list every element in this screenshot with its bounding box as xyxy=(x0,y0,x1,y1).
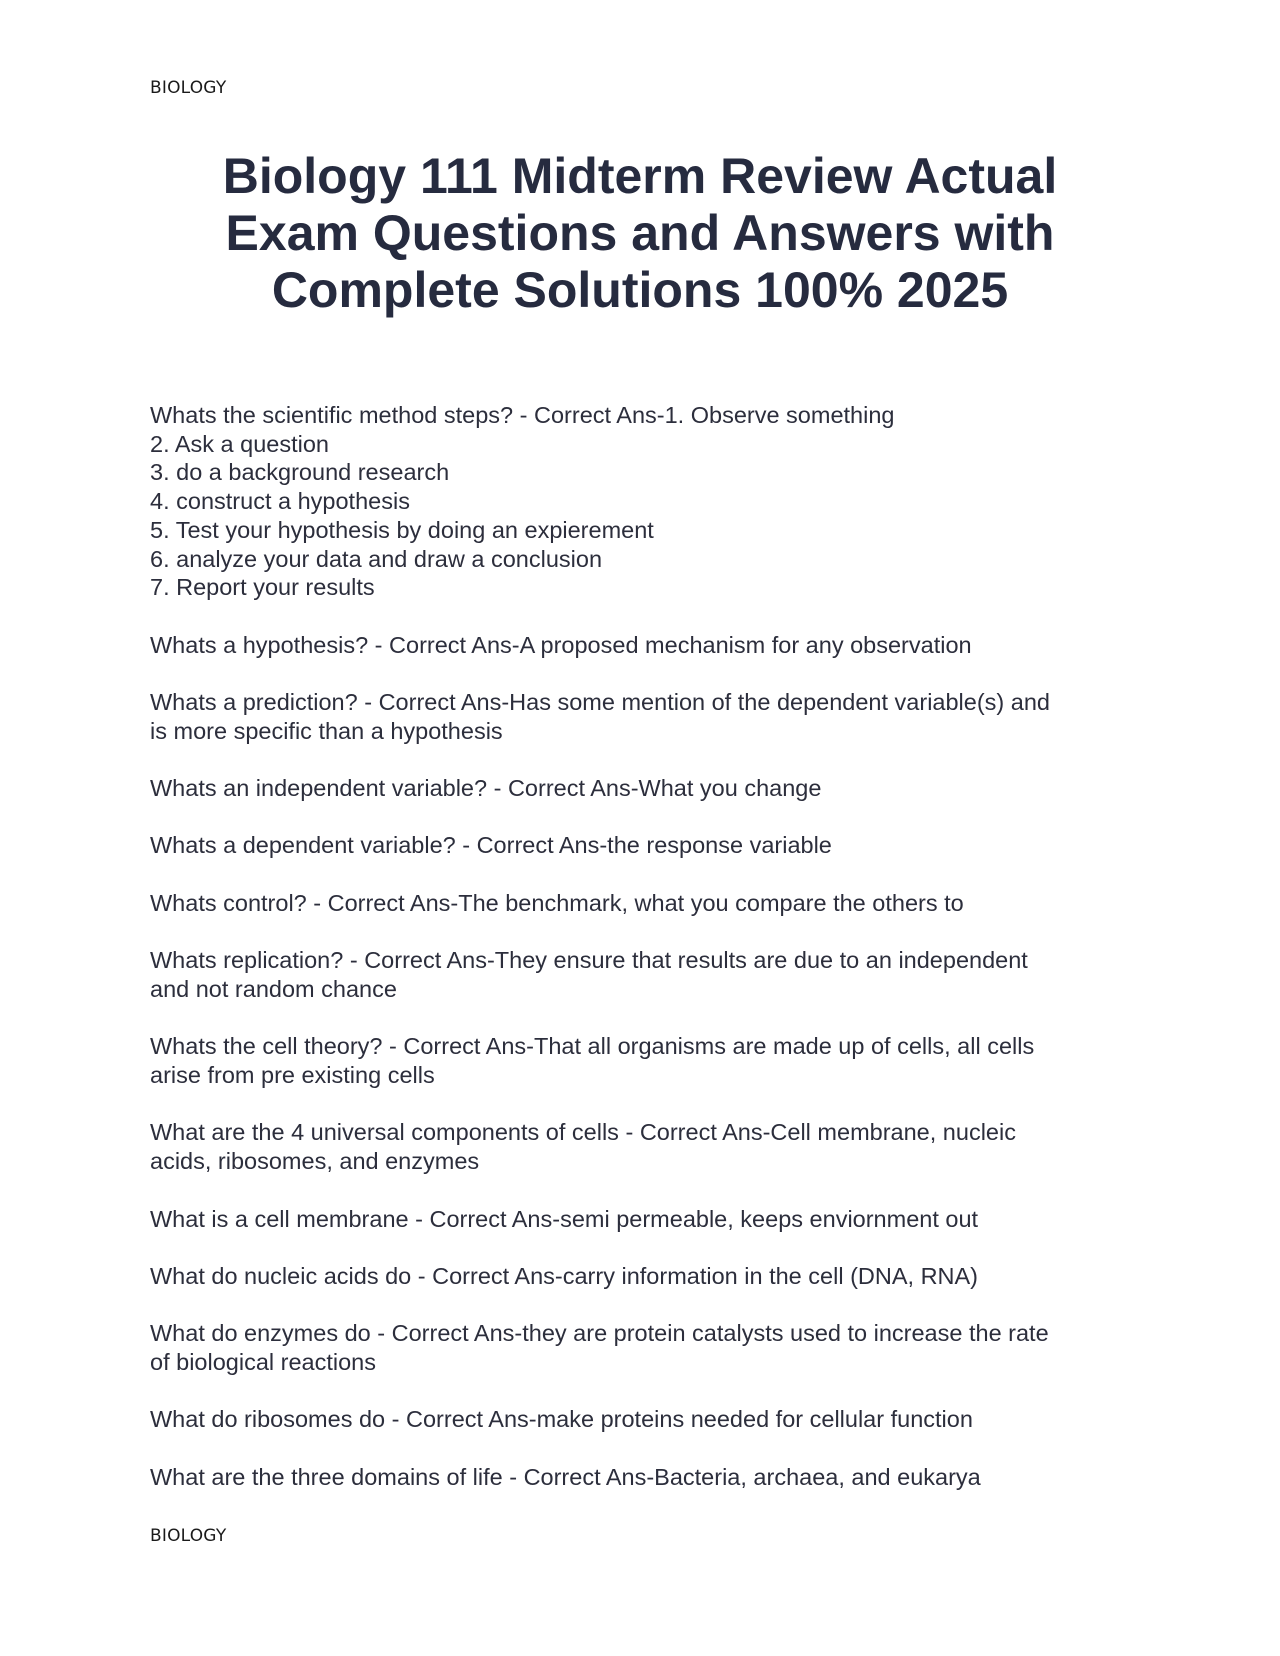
qa-line: What is a cell membrane - Correct Ans-semi permeable, keeps enviornment out xyxy=(150,1205,979,1232)
qa-item xyxy=(150,1319,1130,1376)
qa-item xyxy=(150,1405,1130,1434)
qa-line: Whats replication? - Correct Ans-They ensure that results are due to an independent xyxy=(150,947,1028,974)
qa-line: 7. Report your results xyxy=(150,574,375,601)
qa-list xyxy=(150,401,1130,1520)
qa-item xyxy=(150,1118,1130,1175)
qa-line: Whats a dependent variable? - Correct Ans-the response variable xyxy=(150,832,832,859)
qa-line: 5. Test your hypothesis by doing an expierement xyxy=(150,516,654,543)
qa-line: What do enzymes do - Correct Ans-they are protein catalysts used to increase the rate xyxy=(150,1320,1049,1347)
qa-line: 6. analyze your data and draw a conclusion xyxy=(150,545,603,572)
qa-item xyxy=(150,946,1130,1003)
qa-line: Whats an independent variable? - Correct Ans-What you change xyxy=(150,775,822,802)
qa-item xyxy=(150,1463,1130,1492)
qa-item xyxy=(150,889,1130,918)
title-line: Complete Solutions 100% 2025 xyxy=(271,262,1009,318)
qa-item xyxy=(150,774,1130,803)
qa-line: 2. Ask a question xyxy=(150,430,329,457)
qa-line: What do nucleic acids do - Correct Ans-carry information in the cell (DNA, RNA) xyxy=(150,1262,979,1289)
qa-line: of biological reactions xyxy=(150,1349,376,1376)
qa-line: Whats control? - Correct Ans-The benchmark, what you compare the others to xyxy=(150,889,964,916)
qa-line: arise from pre existing cells xyxy=(150,1062,435,1089)
page-footer-label: BIOLOGY xyxy=(150,1526,227,1546)
qa-line: Whats the cell theory? - Correct Ans-That all organisms are made up of cells, all cells xyxy=(150,1033,1035,1060)
qa-line: What do ribosomes do - Correct Ans-make proteins needed for cellular function xyxy=(150,1406,973,1433)
qa-line: acids, ribosomes, and enzymes xyxy=(150,1148,480,1175)
qa-line: Whats a prediction? - Correct Ans-Has some mention of the dependent variable(s) and xyxy=(150,689,1050,715)
qa-line: Whats the scientific method steps? - Correct Ans-1. Observe something xyxy=(150,402,895,428)
qa-item xyxy=(150,1205,1130,1234)
qa-item xyxy=(150,831,1130,860)
qa-line: 4. construct a hypothesis xyxy=(150,488,410,515)
page-header-label: BIOLOGY xyxy=(150,78,227,98)
qa-line: and not random chance xyxy=(150,975,397,1002)
title-line: Biology 111 Midterm Review Actual xyxy=(222,148,1058,204)
qa-line: Whats a hypothesis? - Correct Ans-A proposed mechanism for any observation xyxy=(150,631,972,658)
qa-line: is more specific than a hypothesis xyxy=(150,717,503,744)
qa-item xyxy=(150,688,1130,745)
document-title xyxy=(150,148,1130,319)
qa-line: What are the 4 universal components of cells - Correct Ans-Cell membrane, nucleic xyxy=(150,1119,1016,1146)
title-line: Exam Questions and Answers with xyxy=(225,205,1055,261)
qa-item xyxy=(150,401,1130,602)
qa-item xyxy=(150,631,1130,660)
qa-line: What are the three domains of life - Correct Ans-Bacteria, archaea, and eukarya xyxy=(150,1463,981,1490)
qa-item xyxy=(150,1262,1130,1291)
qa-line: 3. do a background research xyxy=(150,459,450,486)
qa-item xyxy=(150,1032,1130,1089)
